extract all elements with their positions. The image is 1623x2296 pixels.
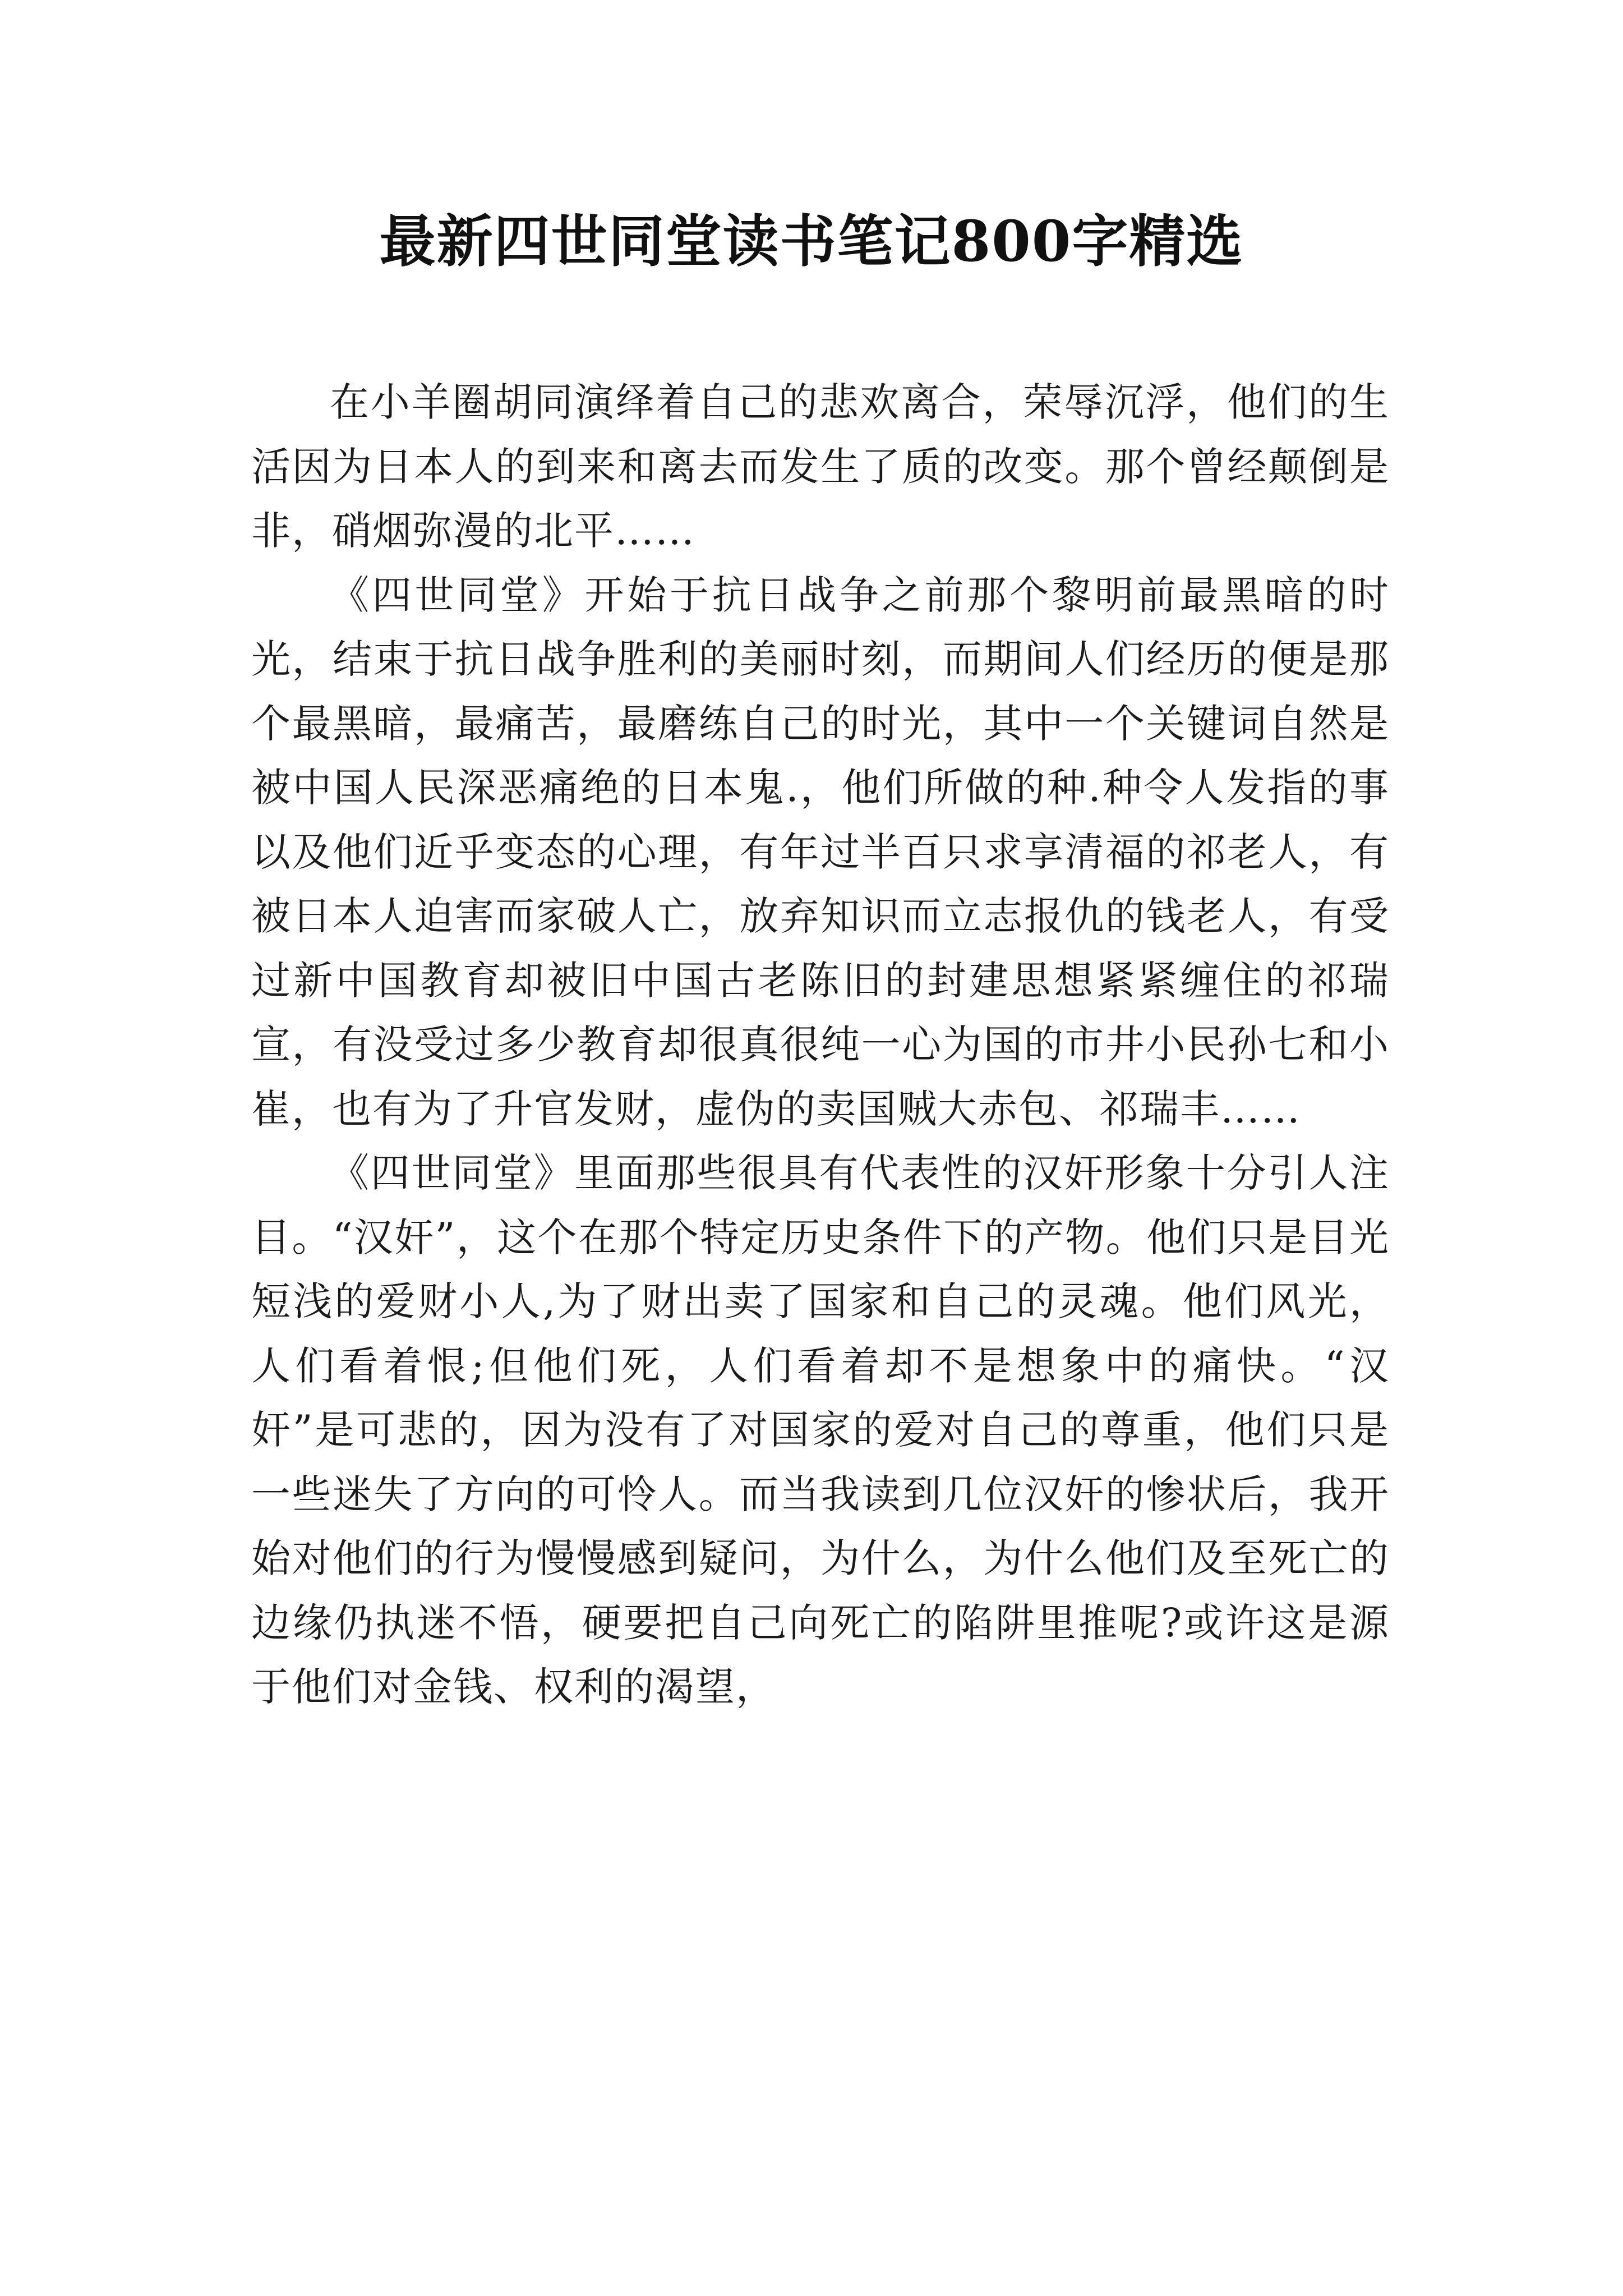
paragraph-2: 《四世同堂》开始于抗日战争之前那个黎明前最黑暗的时光，结束于抗日战争胜利的美丽时刻，而期间人们经历的便是那个最黑暗，最痛苦，最磨练自己的时光，其中一个关键词自然是被中国人民深恶痛绝的日本鬼.，他们所做的种.种令人发指的事以及他们近乎变态的心理，有年过半百只求享清福的祁老人，有被日本人迫害而家破人亡，放弃知识而立志报仇的钱老人，有受过新中国教育却被旧中国古老陈旧的封建思想紧紧缠住的祁瑞宣，有没受过多少教育却很真很纯一心为国的市井小民孙七和小崔，也有为了升官发财，虚伪的卖国贼大赤包、祁瑞丰…… (251, 572, 1390, 1132)
paragraph-1: 在小羊圈胡同演绎着自己的悲欢离合，荣辱沉浮，他们的生活因为日本人的到来和离去而发生了质的改变。那个曾经颠倒是非，硝烟弥漫的北平…… (251, 379, 1390, 554)
document-body (251, 370, 1390, 1719)
document-title: 最新四世同堂读书笔记800字精选 (379, 208, 1244, 274)
paragraph-3: 《四世同堂》里面那些很具有代表性的汉奸形象十分引人注目。“汉奸”，这个在那个特定历史条件下的产物。他们只是目光短浅的爱财小人,为了财出卖了国家和自己的灵魂。他们风光，人们看着恨;但他们死，人们看着却不是想象中的痛快。“汉奸”是可悲的，因为没有了对国家的爱对自己的尊重，他们只是一些迷失了方向的可怜人。而当我读到几位汉奸的惨状后，我开始对他们的行为慢慢感到疑问，为什么，为什么他们及至死亡的边缘仍执迷不悟，硬要把自己向死亡的陷阱里推呢?或许这是源于他们对金钱、权利的渴望， (251, 1150, 1390, 1710)
